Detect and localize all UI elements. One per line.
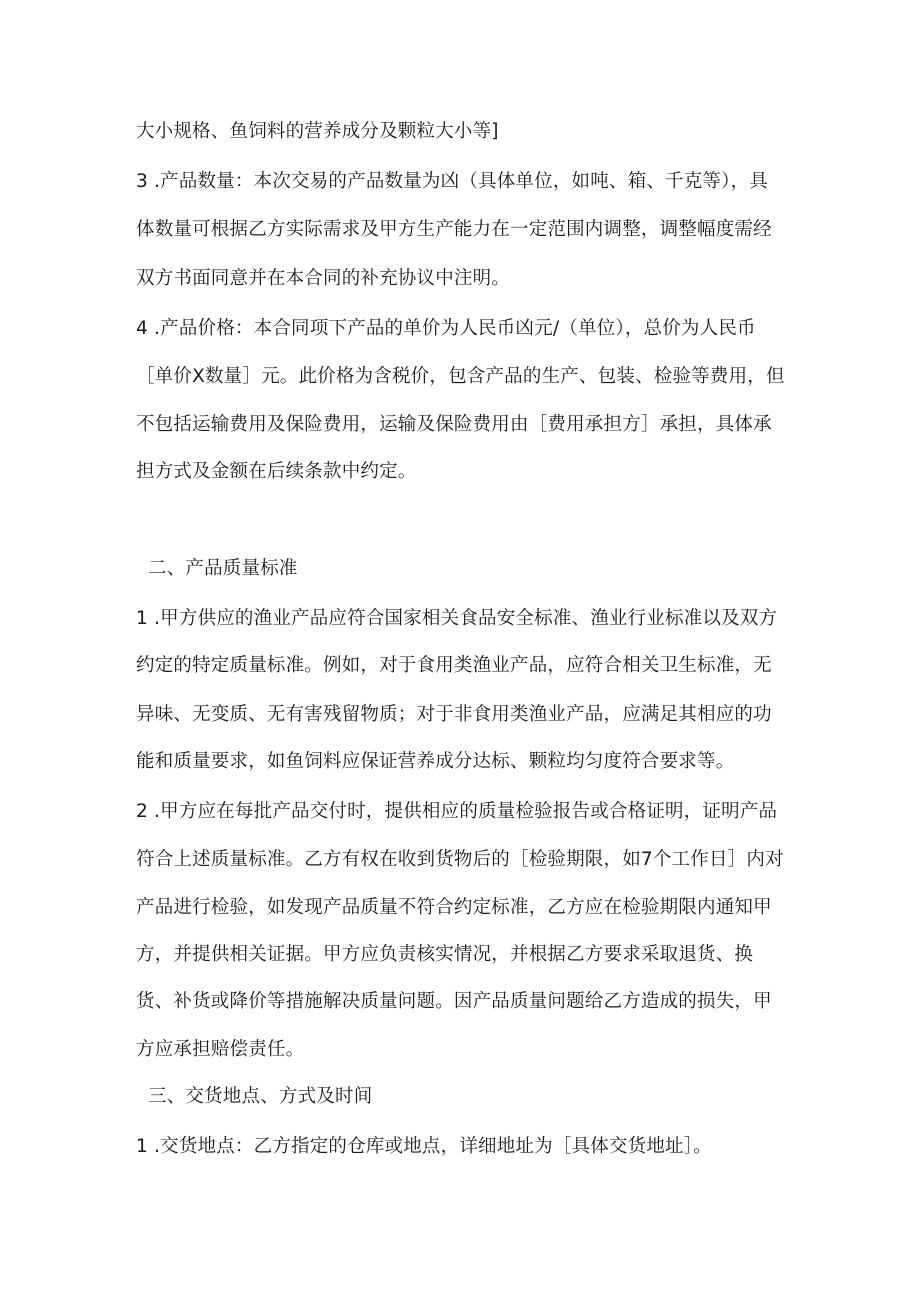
text-line: 符合上述质量标准。乙方有权在收到货物后的［检验期限，如7个工作日］内对 [136,849,784,870]
section-heading: 二、产品质量标准 [148,558,298,579]
text-line: 方应承担赔偿责任。 [136,1039,305,1060]
text-line: 大小规格、鱼饲料的营养成分及颗粒大小等] [136,121,499,142]
text-line: 双方书面同意并在本合同的补充协议中注明。 [136,268,511,289]
text-line: 产品进行检验，如发现产品质量不符合约定标准，乙方应在检验期限内通知甲 [136,897,772,918]
text-line: 1 .交货地点：乙方指定的仓库或地点，详细地址为［具体交货地址］。 [136,1136,712,1157]
text-line: 1 .甲方供应的渔业产品应符合国家相关食品安全标准、渔业行业标准以及双方 [136,608,778,629]
text-line: 2 .甲方应在每批产品交付时，提供相应的质量检验报告或合格证明，证明产品 [136,801,778,822]
text-line: ［单价X数量］元。此价格为含税价，包含产品的生产、包装、检验等费用，但 [136,366,785,387]
text-line: 担方式及金额在后续条款中约定。 [136,461,417,482]
text-line: 异味、无变质、无有害残留物质；对于非食用类渔业产品，应满足其相应的功 [136,704,772,725]
text-line: 方，并提供相关证据。甲方应负责核实情况，并根据乙方要求采取退货、换 [136,944,754,965]
section-heading: 三、交货地点、方式及时间 [148,1086,373,1107]
text-line: 3 .产品数量：本次交易的产品数量为凶（具体单位，如吨、箱、千克等），具 [136,171,768,192]
text-line: 货、补货或降价等措施解决质量问题。因产品质量问题给乙方造成的损失，甲 [136,991,772,1012]
text-line: 能和质量要求，如鱼饲料应保证营养成分达标、颗粒均匀度符合要求等。 [136,751,735,772]
text-line: 4 .产品价格：本合同项下产品的单价为人民币凶元/（单位），总价为人民币 [136,318,756,339]
text-line: 不包括运输费用及保险费用，运输及保险费用由［费用承担方］承担，具体承 [136,414,772,435]
text-line: 体数量可根据乙方实际需求及甲方生产能力在一定范围内调整，调整幅度需经 [136,219,772,240]
text-line: 约定的特定质量标准。例如，对于食用类渔业产品，应符合相关卫生标准，无 [136,655,772,676]
